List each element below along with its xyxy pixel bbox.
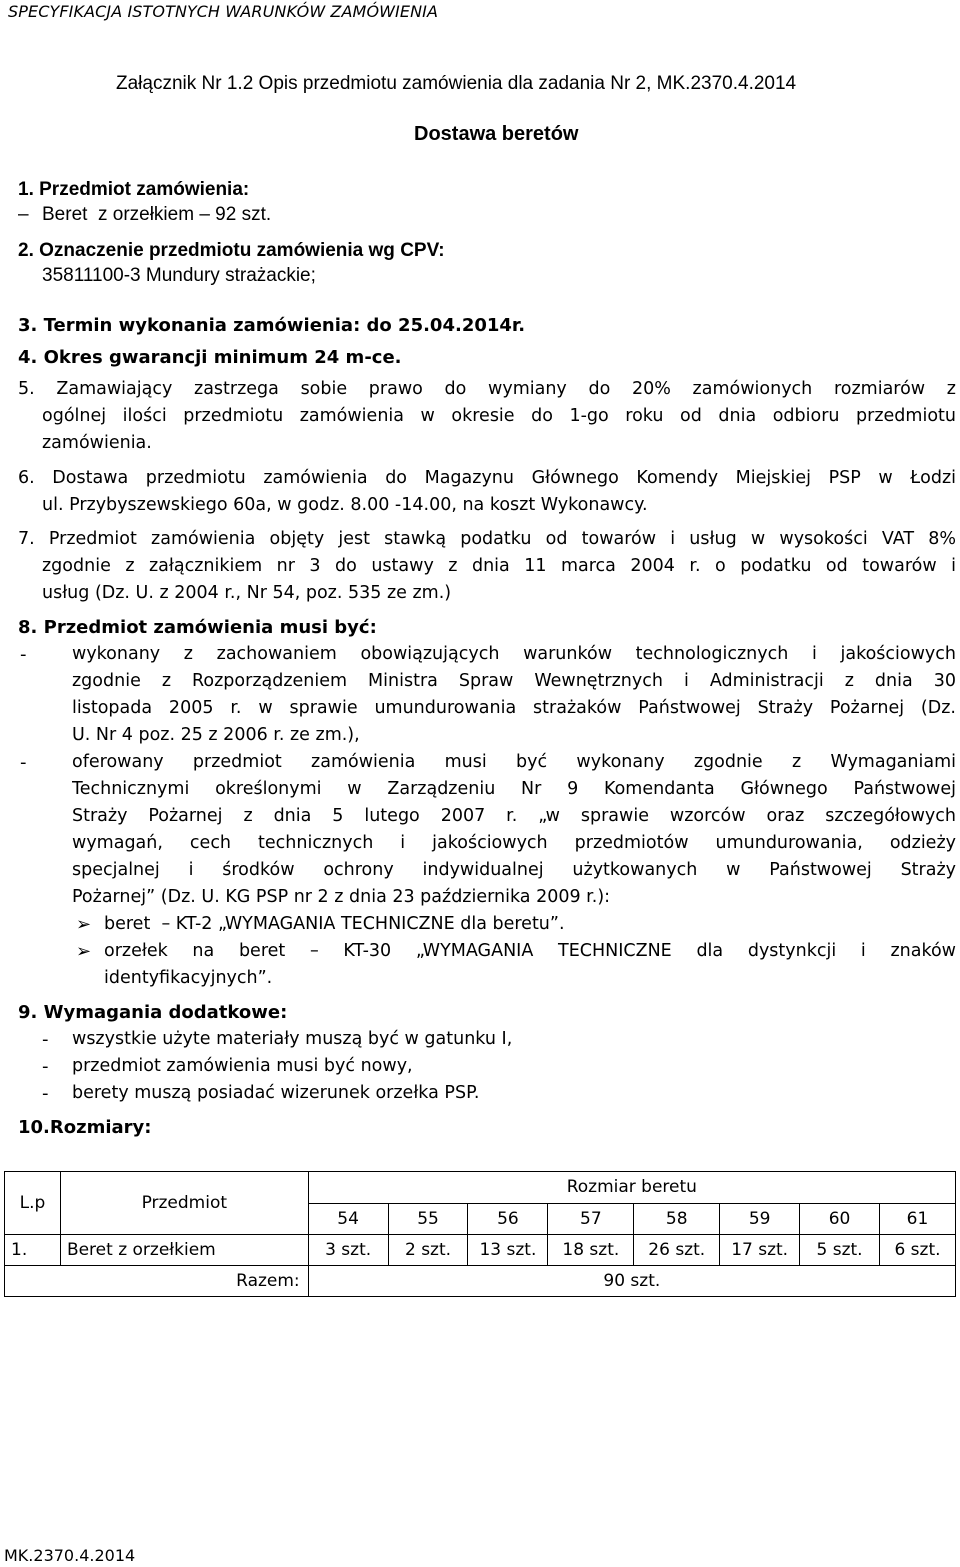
table-header-row [5,1172,956,1204]
quantity-cell: 13 szt. [468,1235,548,1266]
section-8-item-2 [72,749,956,911]
section-5 [18,376,956,403]
section-5-cont [42,403,956,457]
section-5-line: zamówienia. [42,433,152,453]
col-lp-header: L.p [5,1172,61,1235]
section-8-item-2-line: wymagań, cech technicznych i jakościowych przedmiotów umundurowania, odzieży [72,833,956,853]
arrow-bullet-icon: ➢ [76,914,92,935]
section-8-item-2-line: Pożarnej” (Dz. U. KG PSP nr 2 z dnia 23 października 2009 r.): [72,887,611,907]
section-3: 3. Termin wykonania zamówienia: do 25.04.2014r. [18,315,526,336]
quantity-cell: 2 szt. [388,1235,468,1266]
total-label: Razem: [5,1266,309,1297]
section-9-heading: 9. Wymagania dodatkowe: [18,1002,288,1023]
document-title: Dostawa beretów [414,123,579,145]
size-cell: 61 [880,1203,956,1235]
section-9-dash: - [42,1083,49,1104]
section-8-item-1-line: zgodnie z Rozporządzeniem Ministra Spraw Wewnętrznych i Administracji z dnia 30 [72,671,956,691]
col-size-header: Rozmiar beretu [308,1172,955,1204]
section-7-line: 7. Przedmiot zamówienia objęty jest stawką podatku od towarów i usług w wysokości VAT 8% [18,529,956,549]
section-8-sub-2-line: identyfikacyjnych”. [104,968,273,988]
section-6-line: ul. Przybyszewskiego 60a, w godz. 8.00 -14.00, na koszt Wykonawcy. [42,495,648,515]
page-footer: MK.2370.4.2014 [4,1546,136,1565]
section-8-item-1-line: listopada 2005 r. w sprawie umundurowania strażaków Państwowej Straży Pożarnej (Dz. [72,698,956,718]
section-7-cont [42,553,956,607]
section-6-cont [42,492,956,519]
quantity-cell: 6 szt. [880,1235,956,1266]
size-cell: 54 [308,1203,388,1235]
section-9-item: berety muszą posiadać wizerunek orzełka PSP. [72,1083,480,1103]
section-6-line: 6. Dostawa przedmiotu zamówienia do Magazynu Głównego Komendy Miejskiej PSP w Łodzi [18,468,956,488]
section-7-line: usług (Dz. U. z 2004 r., Nr 54, poz. 535 ze zm.) [42,583,452,603]
section-8-heading: 8. Przedmiot zamówienia musi być: [18,617,377,638]
sizes-table [4,1171,956,1297]
size-cell: 56 [468,1203,548,1235]
size-cell: 59 [720,1203,800,1235]
section-5-line: ogólnej ilości przedmiotu zamówienia w okresie do 1-go roku od dnia odbioru przedmiotu [42,406,956,426]
section-8-item-2-line: specjalnej i środków ochrony indywidualnej użytkowanych w Państwowej Straży [72,860,956,880]
table-total-row [5,1266,956,1297]
section-9-dash: - [42,1029,49,1050]
section-8-item-1 [72,641,956,749]
size-cell: 58 [634,1203,720,1235]
section-8-dash-2: - [20,752,27,773]
page-header: SPECYFIKACJA ISTOTNYCH WARUNKÓW ZAMÓWIENIA [8,2,439,21]
size-cell: 60 [800,1203,880,1235]
quantity-cell: 5 szt. [800,1235,880,1266]
section-8-item-2-line: Technicznymi określonymi w Zarządzeniu Nr 9 Komendanta Głównego Państwowej [72,779,956,799]
size-cell: 55 [388,1203,468,1235]
total-value: 90 szt. [308,1266,955,1297]
quantity-cell: 3 szt. [308,1235,388,1266]
section-6 [18,465,956,492]
section-1-item: Beret z orzełkiem – 92 szt. [42,204,272,225]
arrow-bullet-icon: ➢ [76,941,92,962]
table-row [5,1235,956,1266]
section-10-heading: 10.Rozmiary: [18,1117,152,1138]
section-7 [18,526,956,553]
section-8-item-2-line: oferowany przedmiot zamówienia musi być wykonany zgodnie z Wymaganiami [72,752,956,772]
section-8-sub-2 [104,938,956,992]
section-1-dash: – [18,204,29,225]
row-item: Beret z orzełkiem [60,1235,308,1266]
section-8-item-1-line: U. Nr 4 poz. 25 z 2006 r. ze zm.), [72,725,360,745]
section-8-sub-2-line: orzełek na beret – KT-30 „WYMAGANIA TECHNICZNE dla dystynkcji i znaków [104,941,956,961]
row-lp: 1. [5,1235,61,1266]
section-8-dash-1: - [20,644,27,665]
section-7-line: zgodnie z załącznikiem nr 3 do ustawy z dnia 11 marca 2004 r. o podatku od towarów i [42,556,956,576]
section-9-dash: - [42,1056,49,1077]
attachment-line: Załącznik Nr 1.2 Opis przedmiotu zamówienia dla zadania Nr 2, MK.2370.4.2014 [116,73,797,94]
quantity-cell: 18 szt. [548,1235,634,1266]
section-8-sub-1: beret – KT-2 „WYMAGANIA TECHNICZNE dla beretu”. [104,914,565,934]
section-2-item: 35811100-3 Mundury strażackie; [42,265,316,286]
section-5-line: 5. Zamawiający zastrzega sobie prawo do wymiany do 20% zamówionych rozmiarów z [18,379,956,399]
section-1-heading: 1. Przedmiot zamówienia: [18,179,250,200]
quantity-cell: 17 szt. [720,1235,800,1266]
section-2-heading: 2. Oznaczenie przedmiotu zamówienia wg CPV: [18,240,445,261]
section-9-item: wszystkie użyte materiały muszą być w gatunku I, [72,1029,513,1049]
col-item-header: Przedmiot [60,1172,308,1235]
section-8-item-1-line: wykonany z zachowaniem obowiązujących warunków technologicznych i jakościowych [72,644,956,664]
quantity-cell: 26 szt. [634,1235,720,1266]
section-8-item-2-line: Straży Pożarnej z dnia 5 lutego 2007 r. „w sprawie wzorców oraz szczegółowych [72,806,956,826]
size-cell: 57 [548,1203,634,1235]
section-4: 4. Okres gwarancji minimum 24 m-ce. [18,347,402,368]
section-9-item: przedmiot zamówienia musi być nowy, [72,1056,413,1076]
